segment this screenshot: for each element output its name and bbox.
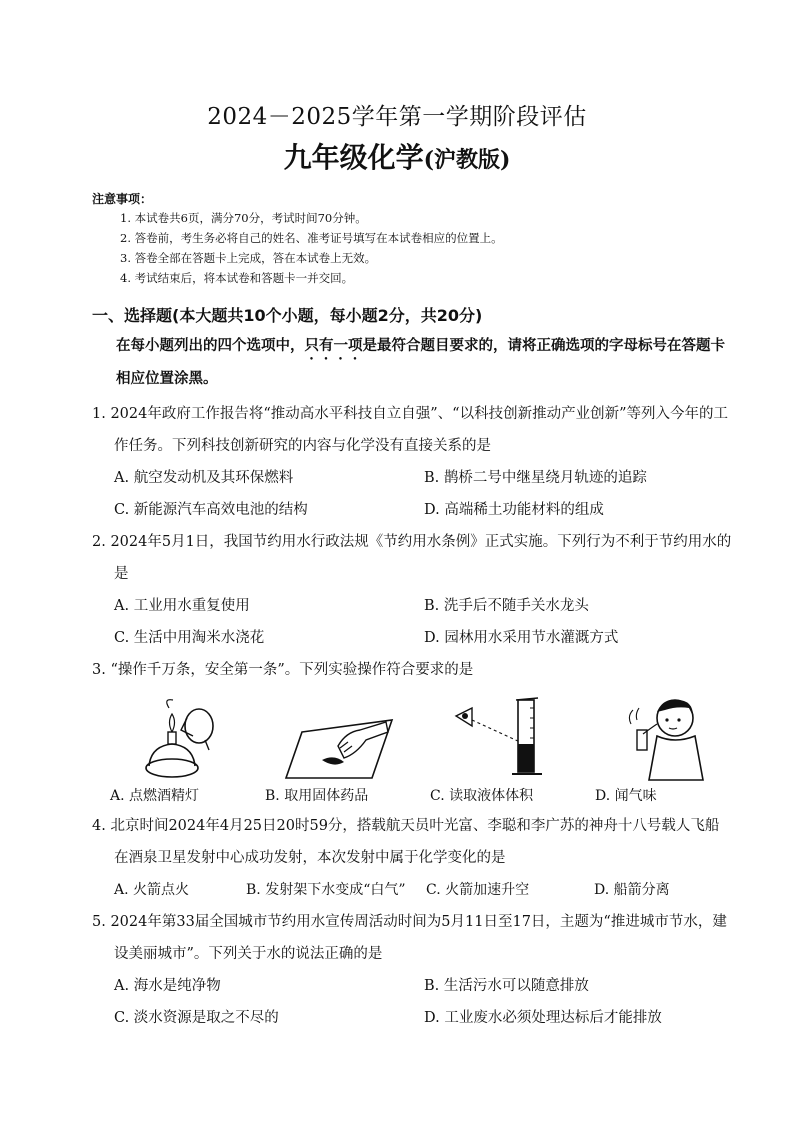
figure-captions (92, 782, 732, 810)
notes-heading: 注意事项： (92, 192, 153, 206)
option-b: B. 洗手后不随手关水龙头 (424, 598, 589, 614)
question-stem: 3. “操作千万条，安全第一条”。下列实验操作符合要求的是 (92, 662, 474, 678)
option-c: C. 淡水资源是取之不尽的 (114, 1010, 279, 1026)
option-d: D. 闻气味 (595, 788, 657, 804)
option-grid (92, 590, 732, 654)
question-3 (92, 654, 732, 810)
option-b: B. 发射架下水变成“白气” (246, 882, 406, 898)
option-d: D. 工业废水必须处理达标后才能排放 (424, 1010, 662, 1026)
question-1 (92, 398, 732, 526)
graduated-cylinder-figure (424, 692, 589, 782)
option-a: A. 火箭点火 (114, 882, 190, 898)
option-c: C. 火箭加速升空 (426, 882, 530, 898)
alcohol-lamp-figure (104, 692, 259, 782)
question-2 (92, 526, 732, 654)
question-5 (92, 906, 732, 1034)
notes-item: 3. 答卷全部在答题卡上完成，答在本试卷上无效。 (120, 251, 377, 265)
option-b: B. 生活污水可以随意排放 (424, 978, 589, 994)
edition-label: (沪教版) (423, 147, 511, 173)
notes-item: 1. 本试卷共6页，满分70分，考试时间70分钟。 (120, 211, 367, 225)
emphasized-text: 只有一项 (304, 337, 363, 354)
solid-reagent-icon (282, 702, 402, 782)
option-b: B. 取用固体药品 (265, 788, 369, 804)
exam-header (0, 100, 794, 180)
section-instructions (92, 330, 732, 395)
question-stem: 4. 北京时间2024年4月25日20时59分，搭载航天员叶光富、李聪和李广苏的神舟十八号载人飞船在酒泉卫星发射中心成功发射，本次发射中属于化学变化的是 (92, 818, 720, 866)
option-c: C. 读取液体体积 (430, 788, 534, 804)
smell-gas-figure (589, 692, 744, 782)
graduated-cylinder-icon (452, 694, 562, 782)
option-c: C. 生活中用淘米水浇花 (114, 630, 265, 646)
notes-item: 2. 答卷前，考生务必将自己的姓名、准考证号填写在本试卷相应的位置上。 (120, 231, 503, 245)
figure-row (92, 686, 732, 782)
exam-subtitle (0, 138, 794, 180)
notes-block (92, 190, 732, 288)
instruction-text: 在每小题列出的四个选项中， (116, 337, 305, 354)
instruction-text: 是最符合题目要求的，请将正确选项的字母标号在答题卡相应位置涂黑。 (116, 337, 725, 387)
question-stem: 2. 2024年5月1日，我国节约用水行政法规《节约用水条例》正式实施。下列行为不利于节约用水的是 (92, 534, 732, 582)
option-d: D. 园林用水采用节水灌溉方式 (424, 630, 619, 646)
alcohol-lamp-icon (137, 696, 227, 782)
option-row (92, 874, 732, 906)
option-a: A. 海水是纯净物 (114, 978, 221, 994)
option-grid (92, 970, 732, 1034)
option-a: A. 点燃酒精灯 (110, 788, 200, 804)
question-4 (92, 810, 732, 906)
section-title: 一、选择题(本大题共10个小题，每小题2分，共20分) (92, 306, 483, 325)
solid-reagent-figure (259, 692, 424, 782)
option-d: D. 船箭分离 (594, 882, 670, 898)
option-grid (92, 462, 732, 526)
option-a: A. 航空发动机及其环保燃料 (114, 470, 294, 486)
option-a: A. 工业用水重复使用 (114, 598, 250, 614)
question-stem: 5. 2024年第33届全国城市节约用水宣传周活动时间为5月11日至17日，主题为“推进城市节水，建设美丽城市”。下列关于水的说法正确的是 (92, 914, 727, 962)
section-choice (92, 302, 732, 395)
option-c: C. 新能源汽车高效电池的结构 (114, 502, 308, 518)
question-stem: 1. 2024年政府工作报告将“推动高水平科技自立自强”、“以科技创新推动产业创新”等列入今年的工作任务。下列科技创新研究的内容与化学没有直接关系的是 (92, 406, 728, 454)
option-d: D. 高端稀土功能材料的组成 (424, 502, 604, 518)
option-b: B. 鹊桥二号中继星绕月轨迹的追踪 (424, 470, 647, 486)
notes-item: 4. 考试结束后，将本试卷和答题卡一并交回。 (120, 271, 354, 285)
exam-title: 2024－2025学年第一学期阶段评估 (207, 104, 587, 130)
subject-name: 九年级化学 (283, 141, 424, 174)
question-list (92, 398, 732, 1034)
smell-gas-icon (617, 694, 717, 782)
